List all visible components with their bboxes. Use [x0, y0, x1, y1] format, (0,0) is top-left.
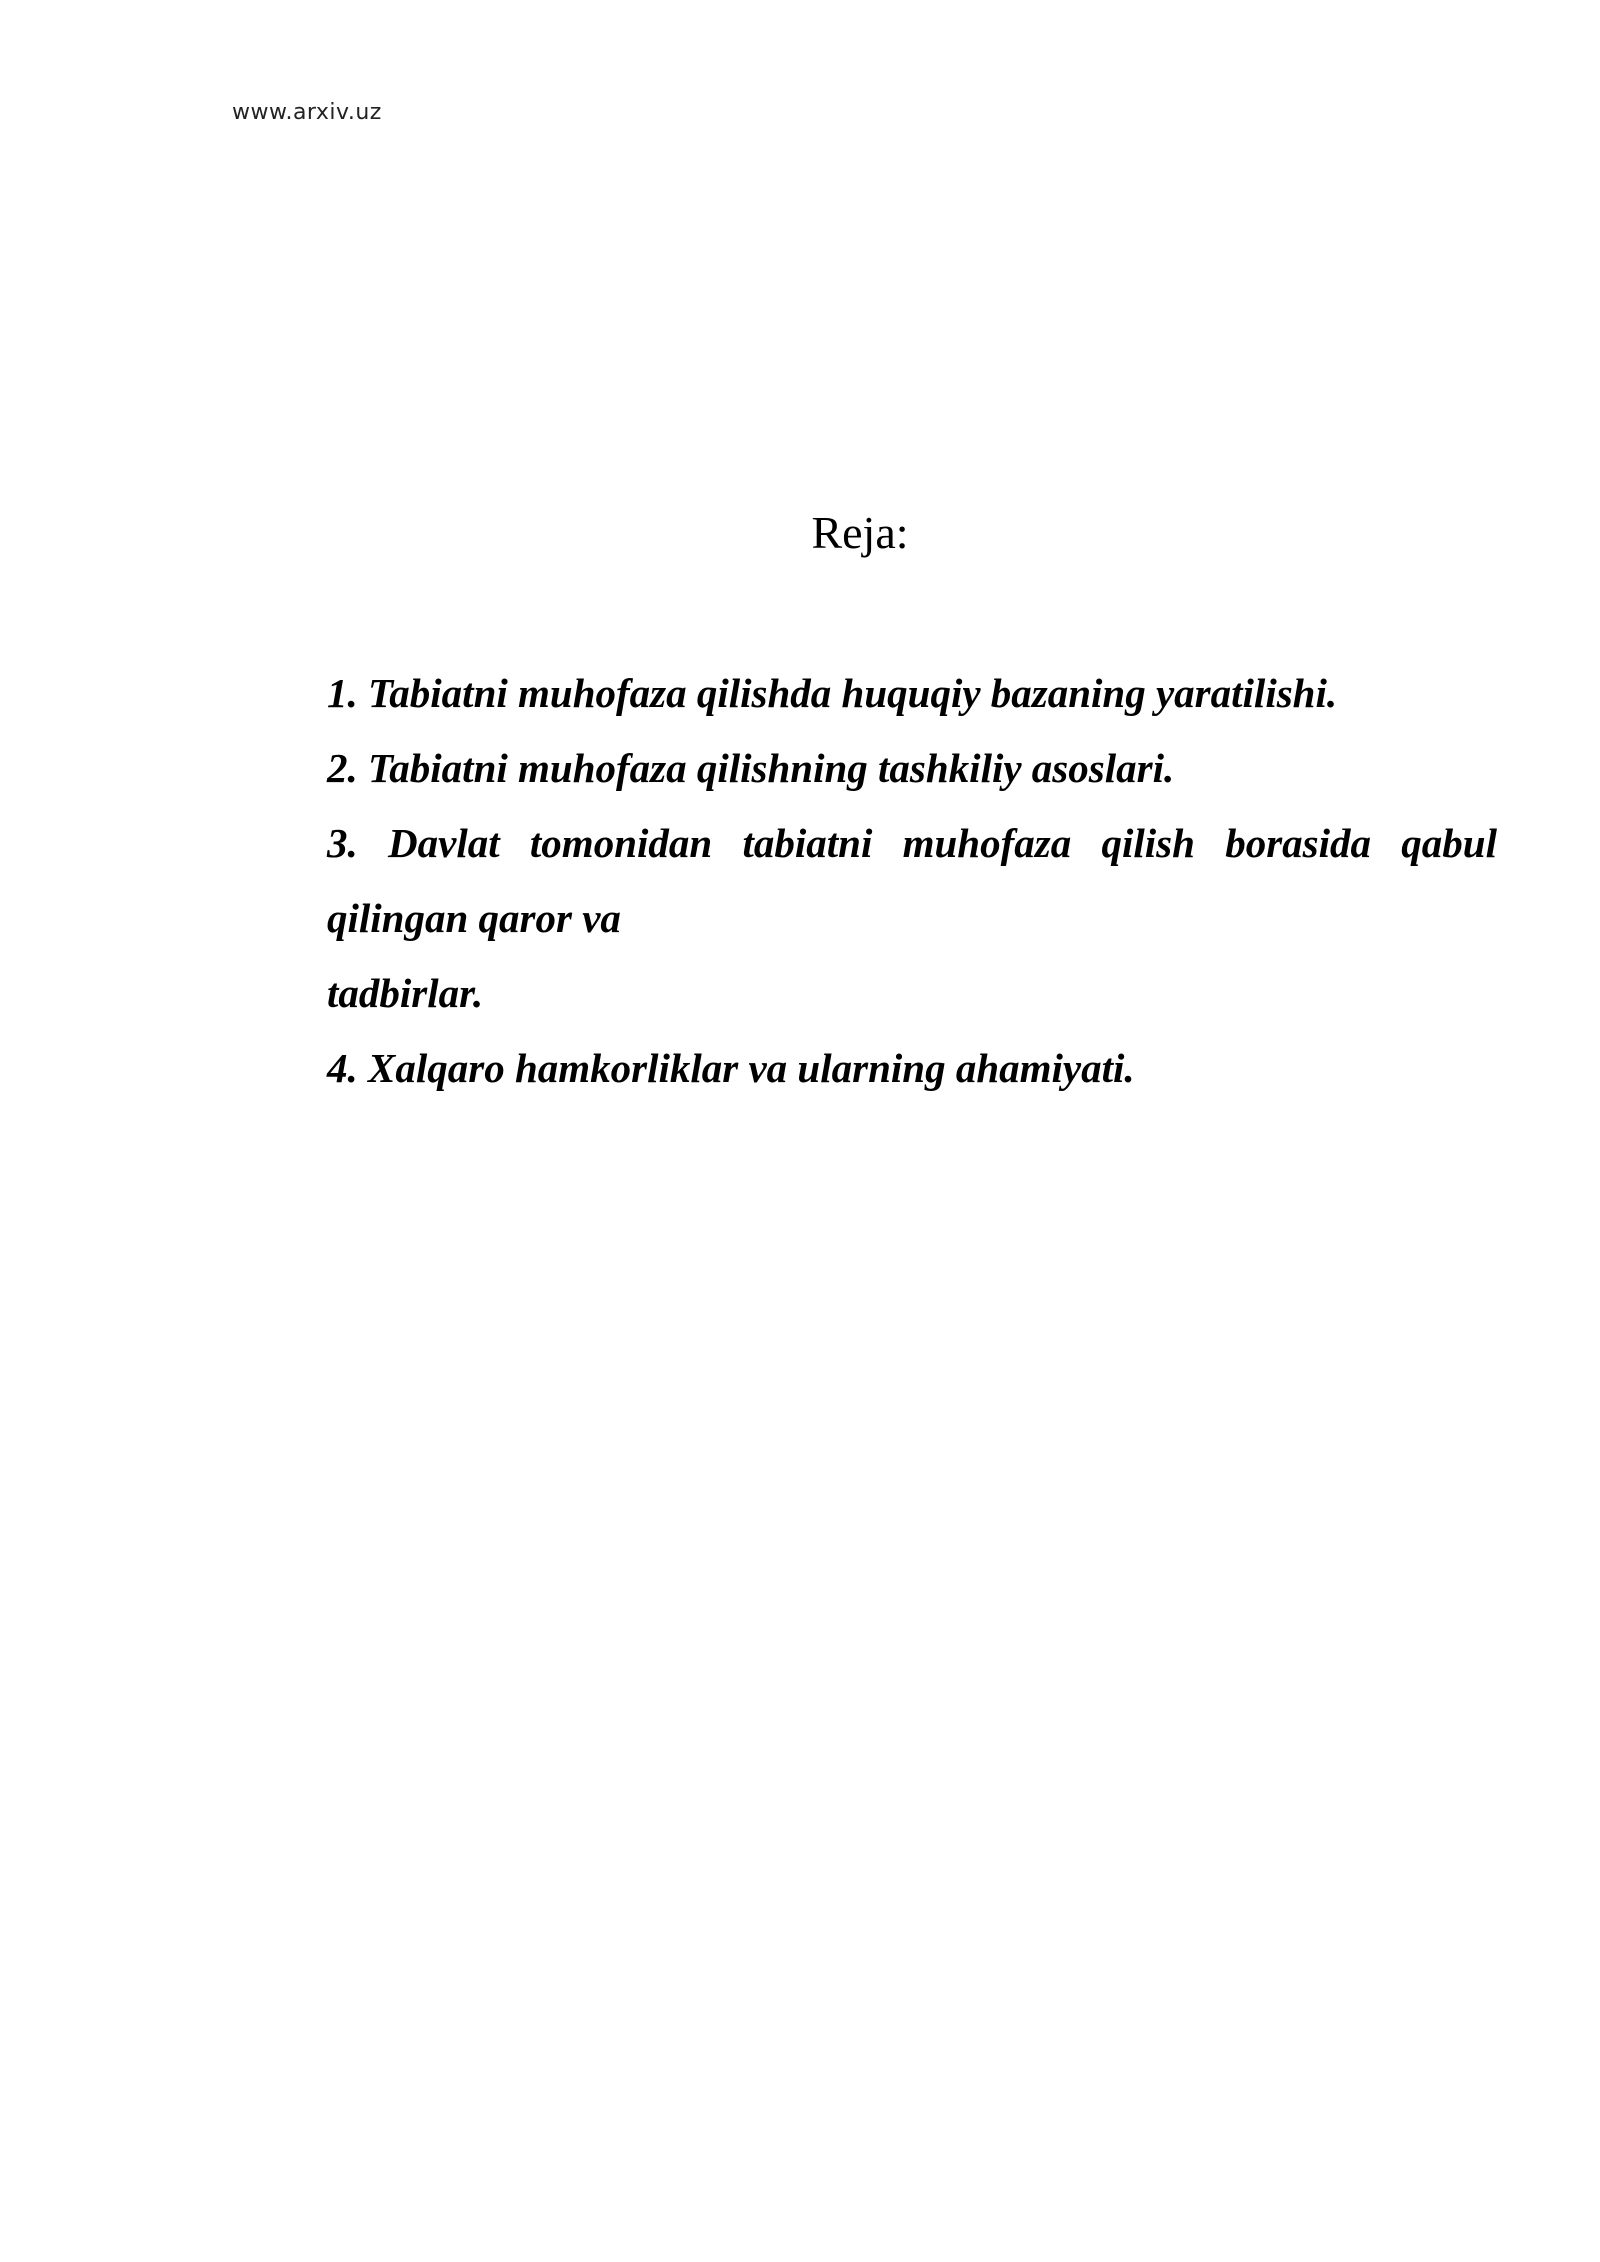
page-title: Reja: — [811, 507, 909, 558]
plan-item-3-line-2: qilingan qaror va — [327, 895, 621, 941]
plan-item-1: 1. Tabiatni muhofaza qilishda huquqiy bazaning yaratilishi. — [327, 670, 1338, 716]
header-url: www.arxiv.uz — [232, 100, 382, 125]
plan-item-3-line-3: tadbirlar. — [327, 970, 484, 1016]
plan-list — [327, 656, 1497, 1106]
plan-item-2: 2. Tabiatni muhofaza qilishning tashkiliy asoslari. — [327, 745, 1175, 791]
plan-item-4: 4. Xalqaro hamkorliklar va ularning ahamiyati. — [327, 1045, 1135, 1091]
plan-item-3-line-1: 3. Davlat tomonidan tabiatni muhofaza qilish borasida qabul — [327, 820, 1497, 866]
